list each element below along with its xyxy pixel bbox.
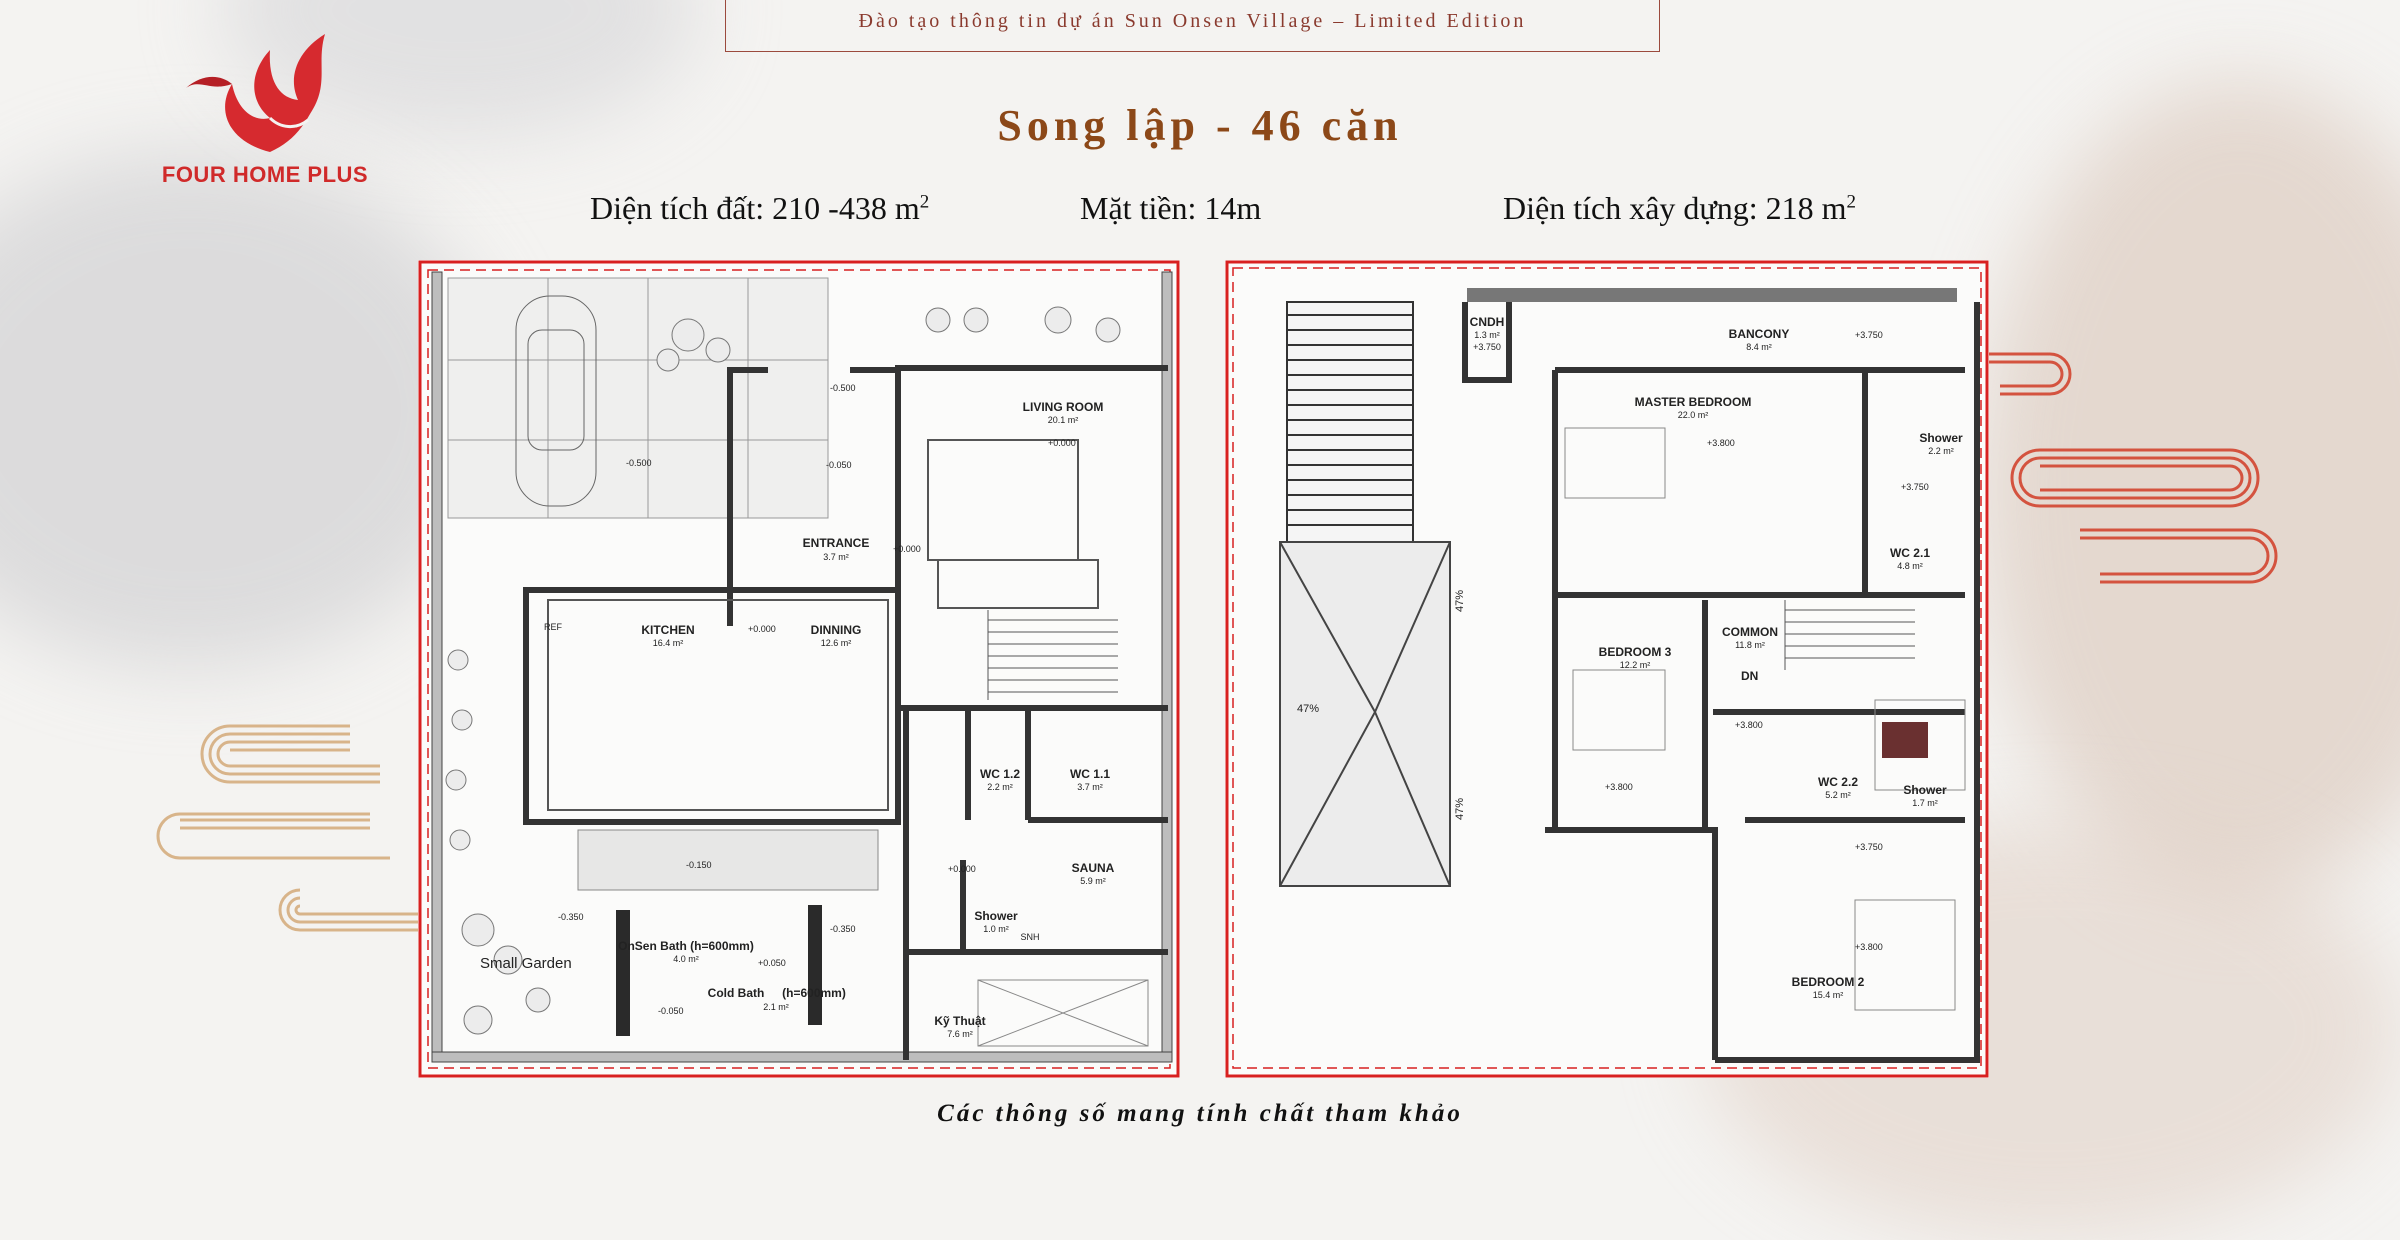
build-area-spec xyxy=(1503,190,1856,227)
bedroom2-label: BEDROOM 2 xyxy=(1791,975,1865,989)
ref-label: REF xyxy=(544,622,562,632)
wave-decoration-left xyxy=(150,720,420,940)
level-tag: +0.000 xyxy=(948,864,976,874)
bancony-level: +3.750 xyxy=(1855,330,1883,340)
master-bedroom-area: 22.0 m² xyxy=(1677,410,1709,420)
living-room-label: LIVING ROOM xyxy=(1022,400,1104,414)
kitchen-area: 16.4 m² xyxy=(652,638,684,648)
cold-bath-area: 2.1 m² xyxy=(763,1002,789,1012)
level-tag: -0.500 xyxy=(626,458,652,468)
build-area-unit-sup: 2 xyxy=(1846,191,1857,213)
small-garden-label: Small Garden xyxy=(480,955,572,972)
dinning-area: 12.6 m² xyxy=(820,638,852,648)
bedroom3-level: +3.800 xyxy=(1605,782,1633,792)
level-tag: +3.750 xyxy=(1855,842,1883,852)
wc22-area: 5.2 m² xyxy=(1825,790,1851,800)
cndh-area: 1.3 m² xyxy=(1474,330,1500,340)
shower-label: Shower xyxy=(1903,783,1947,797)
level-tag: -0.150 xyxy=(686,860,712,870)
roof-slope-label: 47% xyxy=(1297,703,1320,715)
wave-decoration-right xyxy=(1980,340,2280,620)
page-title: Song lập - 46 căn xyxy=(997,101,1403,150)
onsen-bath-area: 4.0 m² xyxy=(673,954,699,964)
cndh-label: CNDH xyxy=(1469,315,1505,329)
common-area: 11.8 m² xyxy=(1735,640,1765,650)
bancony-area: 8.4 m² xyxy=(1746,342,1772,352)
header-text: Đào tạo thông tin dự án Sun Onsen Village – Limited Edition xyxy=(858,10,1527,32)
wc12-label: WC 1.2 xyxy=(979,767,1021,781)
level-tag: +0.050 xyxy=(758,958,786,968)
wc21-label: WC 2.1 xyxy=(1889,546,1931,560)
level-tag: +3.800 xyxy=(1735,720,1763,730)
land-area-unit-sup: 2 xyxy=(919,191,930,213)
level-tag: -0.350 xyxy=(558,912,584,922)
cndh-level: +3.750 xyxy=(1473,342,1501,352)
frontage-spec: Mặt tiền: 14m xyxy=(1080,190,1262,226)
ky-thuat-area: 7.6 m² xyxy=(947,1029,973,1039)
level-tag: -0.050 xyxy=(826,460,852,470)
entrance-label: ENTRANCE xyxy=(802,536,870,550)
wc21-area: 4.8 m² xyxy=(1897,561,1923,571)
bancony-label: BANCONY xyxy=(1728,327,1790,341)
sauna-area: 5.9 m² xyxy=(1080,876,1106,886)
wc22-label: WC 2.2 xyxy=(1817,775,1859,789)
level-tag: +3.750 xyxy=(1901,482,1929,492)
ky-thuat-label: Kỹ Thuật xyxy=(934,1014,986,1028)
living-room-level: +0.000 xyxy=(1048,438,1076,448)
wc11-label: WC 1.1 xyxy=(1069,767,1111,781)
living-room-area: 20.1 m² xyxy=(1047,415,1079,425)
bedroom3-label: BEDROOM 3 xyxy=(1598,645,1672,659)
bedroom2-level: +3.800 xyxy=(1855,942,1883,952)
bedroom2-area: 15.4 m² xyxy=(1812,990,1844,1000)
wc12-area: 2.2 m² xyxy=(987,782,1013,792)
wc11-area: 3.7 m² xyxy=(1077,782,1103,792)
sauna-label: SAUNA xyxy=(1071,861,1115,875)
build-area-label: Diện tích xây dựng: 218 m xyxy=(1503,190,1847,226)
common-label: COMMON xyxy=(1722,625,1778,639)
level-tag: -0.500 xyxy=(830,383,856,393)
land-area-spec xyxy=(590,190,929,227)
shower-label: Shower xyxy=(1919,431,1963,445)
shower-area: 1.0 m² xyxy=(983,924,1009,934)
cold-bath-height: (h=600mm) xyxy=(782,986,846,1000)
shower-area: 2.2 m² xyxy=(1928,446,1954,456)
entrance-area: 3.7 m² xyxy=(823,552,849,562)
roof-slope-label: 47% xyxy=(1454,589,1466,612)
land-area-label: Diện tích đất: 210 -438 m xyxy=(590,190,920,226)
brand-name: FOUR HOME PLUS xyxy=(161,162,369,187)
ground-floor-plan xyxy=(418,260,1180,1078)
cold-bath-label: Cold Bath xyxy=(707,986,765,1000)
roof-slope-label: 47% xyxy=(1454,797,1466,820)
footer-note: Các thông số mang tính chất tham khảo xyxy=(937,1100,1463,1127)
level-tag: -0.050 xyxy=(658,1006,684,1016)
bedroom3-area: 12.2 m² xyxy=(1619,660,1651,670)
level-tag: -0.350 xyxy=(830,924,856,934)
header-band xyxy=(725,0,1660,52)
dn-label: DN xyxy=(1741,669,1759,683)
shower-label: Shower xyxy=(974,909,1018,923)
onsen-bath-label: OnSen Bath (h=600mm) xyxy=(618,939,754,953)
kitchen-level: +0.000 xyxy=(748,624,776,634)
snh-label: SNH xyxy=(1020,932,1040,942)
upper-floor-plan xyxy=(1225,260,1989,1078)
master-bedroom-label: MASTER BEDROOM xyxy=(1634,395,1752,409)
dinning-label: DINNING xyxy=(810,623,862,637)
kitchen-label: KITCHEN xyxy=(641,623,695,637)
shower-area: 1.7 m² xyxy=(1912,798,1938,808)
master-bedroom-level: +3.800 xyxy=(1707,438,1735,448)
entrance-level: +0.000 xyxy=(893,544,921,554)
